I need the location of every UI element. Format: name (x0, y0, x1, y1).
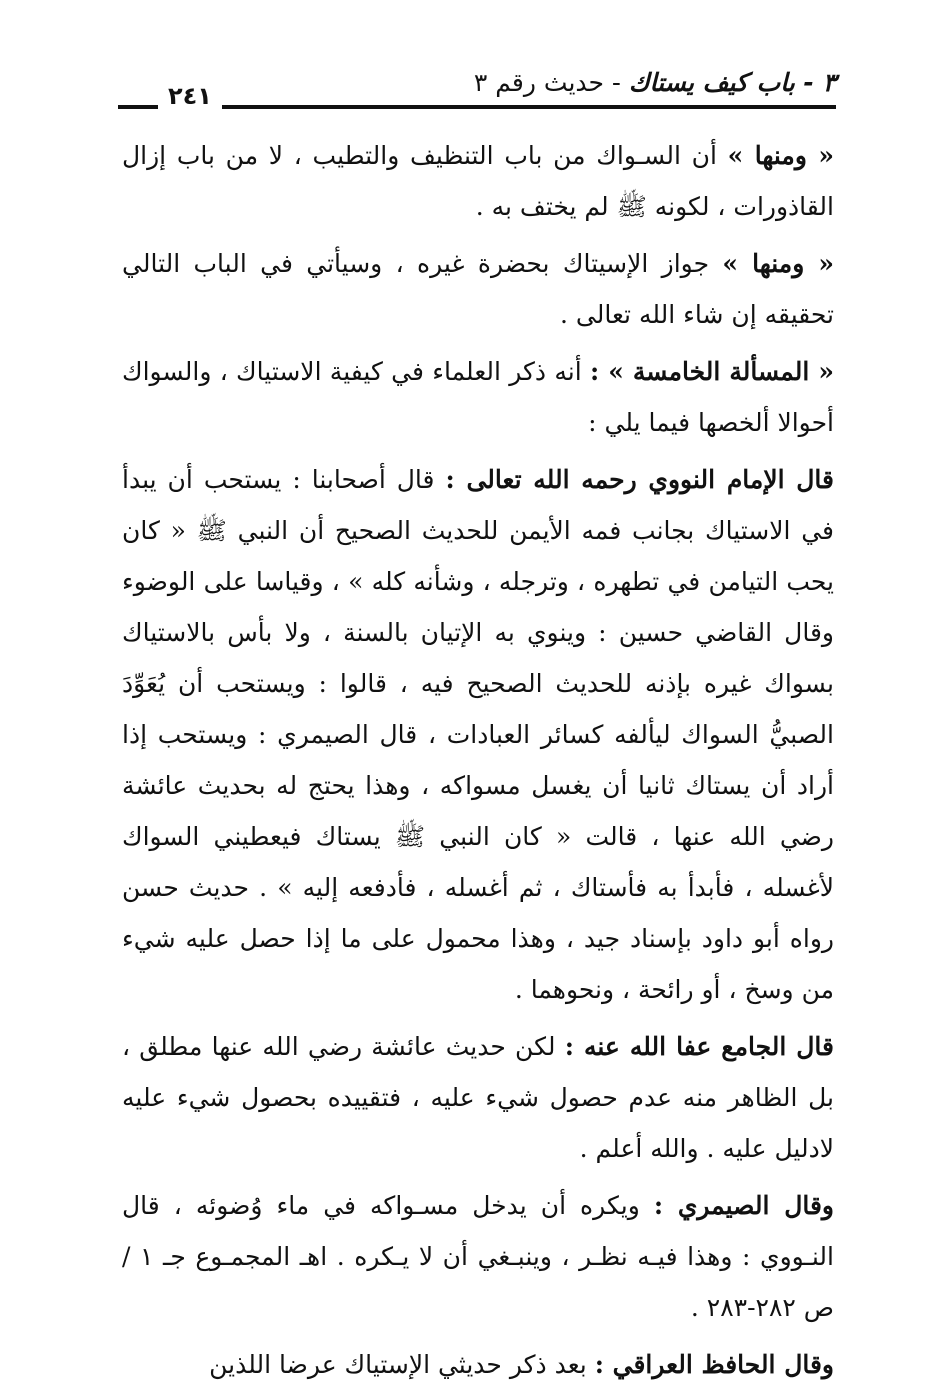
hadith-label: - حديث رقم ٣ (473, 68, 621, 97)
header-rule (118, 105, 836, 109)
paragraph-label: قال الجامع عفا الله عنه : (564, 1032, 835, 1061)
page-number: ٢٤١ (158, 82, 222, 110)
running-header (118, 62, 836, 112)
paragraph (122, 1021, 834, 1174)
paragraph-text: جواز الإسيتاك بحضرة غيره ، وسيأتي في الباب التالي تحقيقه إن شاء الله تعالى . (122, 249, 834, 329)
paragraph-text: ويكره أن يدخل مسـواكه في ماء وُضوئه ، قال النـووي : وهذا فيـه نظـر ، وينبـغي أن لا يـكره . اهـ المجمـوع جـ ١ / ص ٢٨٢-٢٨٣ . (122, 1191, 834, 1322)
paragraph (122, 238, 834, 340)
paragraph-text: قال أصحابنا : يستحب أن يبدأ في الاستياك بجانب فمه الأيمن للحديث الصحيح أن النبي ﷺ « كان يحب التيامن في تطهره ، وترجله ، وشأنه كله » ، وقياسا على الوضوء وقال القاضي حسين : وينوي به الإتيان بالسنة ، ولا بأس بالاستياك بسواك غيره بإذنه للحديث الصحيح فيه ، قالوا : ويستحب أن يُعَوِّدَ الصبيُّ السواك ليألفه كسائر العبادات ، قال الصيمري : ويستحب إذا أراد أن يستاك ثانيا أن يغسل مسواكه ، وهذا يحتج له بحديث عائشة رضي الله عنها ، قالت « كان النبي ﷺ يستاك فيعطيني السواك لأغسله ، فأبدأ به فأستاك ، ثم أغسله ، فأدفعه إليه » . حديث حسن رواه أبو داود بإسناد جيد ، وهذا محمول على ما إذا حصل عليه شيء من وسخ ، أو رائحة ، ونحوهما . (122, 465, 835, 1004)
paragraph-label: « ومنها » (727, 141, 834, 170)
paragraph-label: « ومنها » (722, 249, 834, 278)
paragraph-label: وقال الصيمري : (653, 1191, 835, 1220)
paragraph-text: لكن حديث عائشة رضي الله عنها مطلق ، بل الظاهر منه عدم حصول شيء عليه ، فتقييده بحصول شيء عليه لادليل عليه . والله أعلم . (122, 1032, 834, 1163)
paragraph-label: وقال الحافظ العراقي : (594, 1350, 834, 1379)
paragraph (122, 346, 834, 448)
body-text (122, 130, 834, 1396)
chapter-label: ٣ - باب كيف يستاك (628, 68, 836, 97)
paragraph (122, 1339, 834, 1390)
paragraph-text: أنه ذكر العلماء في كيفية الاستياك ، والسواك أحوالا ألخصها فيما يلي : (122, 357, 834, 437)
paragraph-text: بعد ذكر حديثي الإستياك عرضا اللذين (209, 1350, 595, 1379)
paragraph (122, 1180, 834, 1333)
paragraph (122, 130, 834, 232)
chapter-heading (474, 68, 836, 97)
paragraph-label: قال الإمام النووي رحمه الله تعالى : (445, 465, 834, 494)
paragraph (122, 454, 834, 1015)
paragraph-text: أن السـواك من باب التنظيف والتطيب ، لا من باب إزال القاذورات ، لكونه ﷺ لم يختف به . (122, 141, 834, 221)
paragraph-label: « المسألة الخامسة » : (589, 357, 834, 386)
